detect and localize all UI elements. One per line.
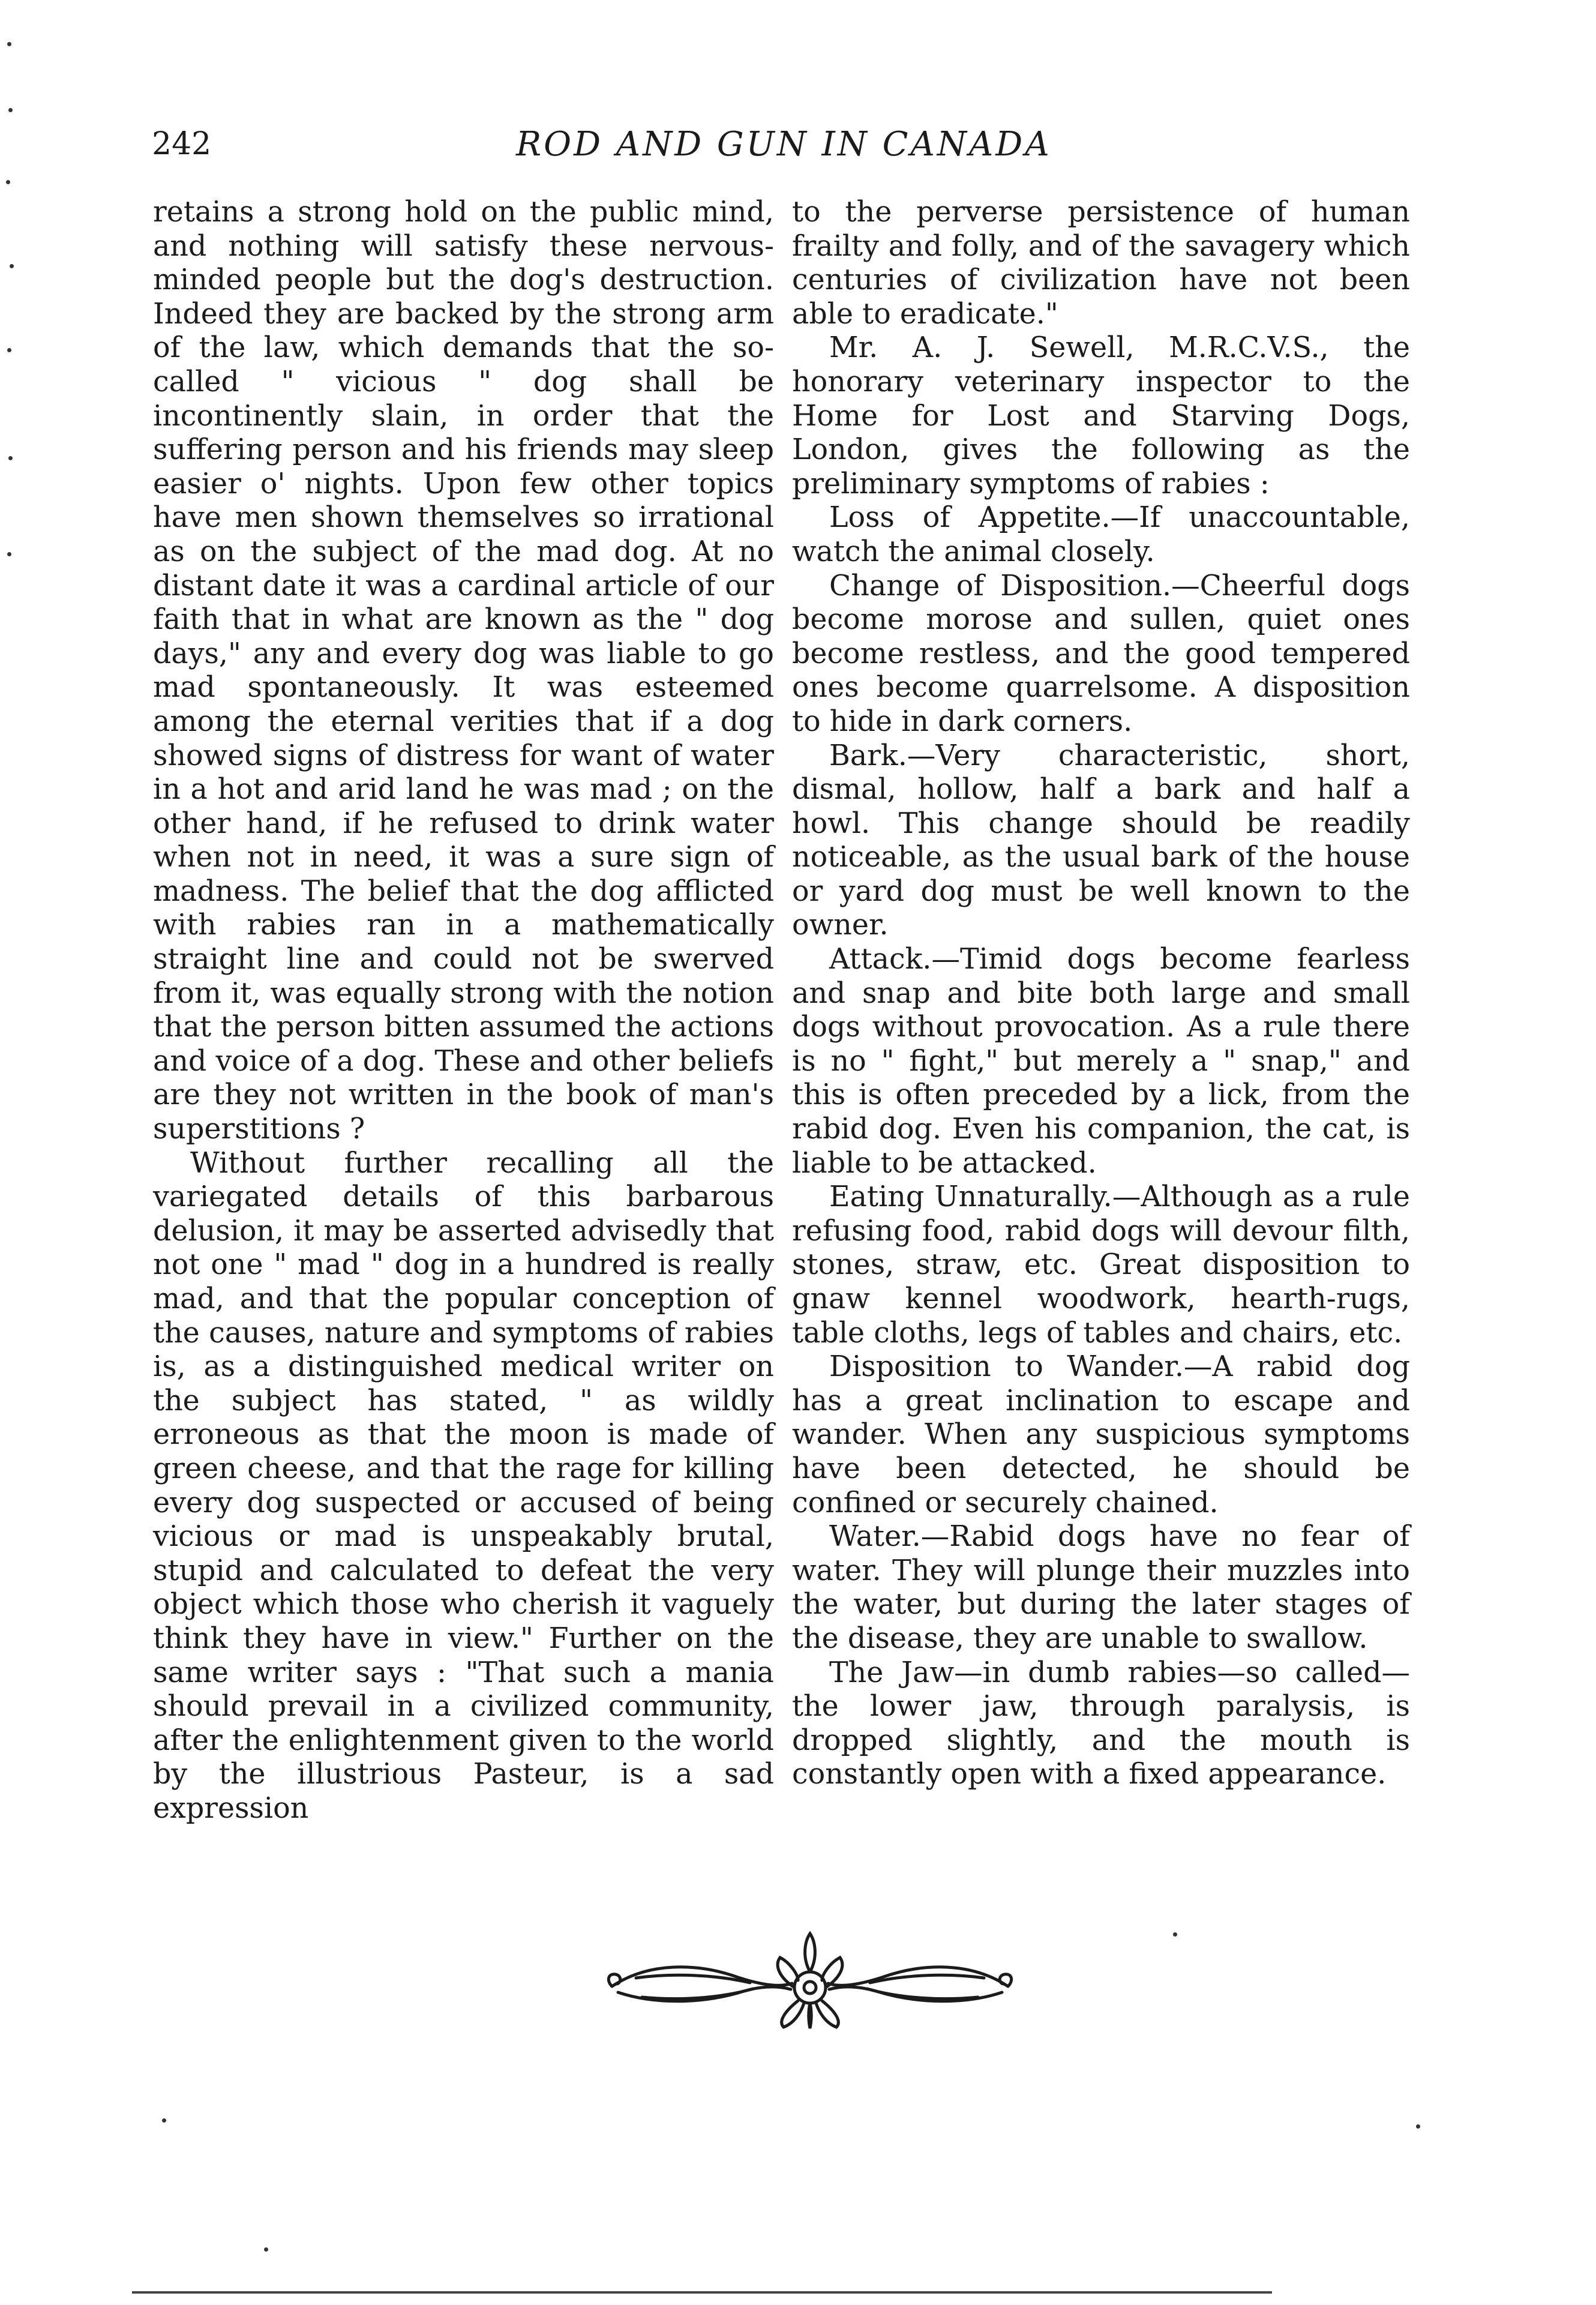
scan-speck: [1173, 1932, 1177, 1937]
scan-speck: [1416, 2124, 1420, 2129]
symptom-disposition-to-wander: Disposition to Wander.—A rabid dog has a great inclination to escape and wander. When any suspicious symptoms have been detected, he should be confined or securely chained.: [792, 1350, 1410, 1519]
symptom-eating-unnaturally: Eating Unnaturally.—Although as a rule refusing food, rabid dogs will devour filth, stones, straw, etc. Great disposition to gnaw kennel woodwork, hearth-rugs, table cloths, legs of tables and chairs, etc.: [792, 1180, 1410, 1350]
symptom-bark: Bark.—Very characteristic, short, dismal, hollow, half a bark and half a howl. This change should be readily noticeable, as the usual bark of the house or yard dog must be well known to the owner.: [792, 739, 1410, 942]
floral-tailpiece-ornament-icon: [600, 1920, 1020, 2034]
symptom-water: Water.—Rabid dogs have no fear of water. They will plunge their muzzles into the water, but during the later stages of the disease, they are unable to swallow.: [792, 1520, 1410, 1655]
symptom-the-jaw: The Jaw—in dumb rabies—so called—the lower jaw, through paralysis, is dropped slightly, and the mouth is constantly open with a fixed appearance.: [792, 1656, 1410, 1791]
paragraph: retains a strong hold on the public mind, and nothing will satisfy these nervous-minded people but the dog's destruction. Indeed they are backed by the strong arm of the law, which demands that the so-called " vicious " dog shall be incontinently slain, in order that the suffering person and his friends may sleep easier o' nights. Upon few other topics have men shown themselves so irrational as on the subject of the mad dog. At no distant date it was a cardinal article of our faith that in what are known as the " dog days," any and every dog was liable to go mad spontaneously. It was esteemed among the eternal verities that if a dog showed signs of distress for want of water in a hot and arid land he was mad ; on the other hand, if he refused to drink water when not in need, it was a sure sign of madness. The belief that the dog afflicted with rabies ran in a mathematically straight line and could not be swerved from it, was equally strong with the notion that the person bitten assumed the actions and voice of a dog. These and other beliefs are they not written in the book of man's superstitions ?: [153, 196, 774, 1146]
paragraph: Mr. A. J. Sewell, M.R.C.V.S., the honorary veterinary inspector to the Home for Lost and Starving Dogs, London, gives the following as the preliminary symptoms of rabies :: [792, 331, 1410, 500]
paragraph: to the perverse persistence of human frailty and folly, and of the savagery which centuries of civilization have not been able to eradicate.": [792, 196, 1410, 331]
running-title: ROD AND GUN IN CANADA: [516, 125, 1052, 164]
symptom-loss-of-appetite: Loss of Appetite.—If unaccountable, watch the animal closely.: [792, 501, 1410, 568]
page-number: 242: [152, 126, 212, 162]
right-column: [792, 196, 1410, 1792]
scan-speck: [162, 2118, 166, 2123]
scan-margin-marks: [0, 36, 18, 576]
symptom-attack: Attack.—Timid dogs become fearless and snap and bite both large and small dogs without provocation. As a rule there is no " fight," but merely a " snap," and this is often preceded by a lick, from the rabid dog. Even his companion, the cat, is liable to be attacked.: [792, 943, 1410, 1180]
bottom-scan-rule: [132, 2291, 1272, 2294]
paragraph: Without further recalling all the variegated details of this barbarous delusion, it may be asserted advisedly that not one " mad " dog in a hundred is really mad, and that the popular conception of the causes, nature and symptoms of rabies is, as a distinguished medical writer on the subject has stated, " as wildly erroneous as that the moon is made of green cheese, and that the rage for killing every dog suspected or accused of being vicious or mad is unspeakably brutal, stupid and calculated to defeat the very object which those who cherish it vaguely think they have in view." Further on the same writer says : "That such a mania should prevail in a civilized community, after the enlightenment given to the world by the illustrious Pasteur, is a sad expression: [153, 1146, 774, 1825]
symptom-change-of-disposition: Change of Disposition.—Cheerful dogs become morose and sullen, quiet ones become restless, and the good tempered ones become quarrelsome. A disposition to hide in dark corners.: [792, 569, 1410, 738]
left-column: [153, 196, 774, 1826]
scan-speck: [264, 2247, 268, 2252]
